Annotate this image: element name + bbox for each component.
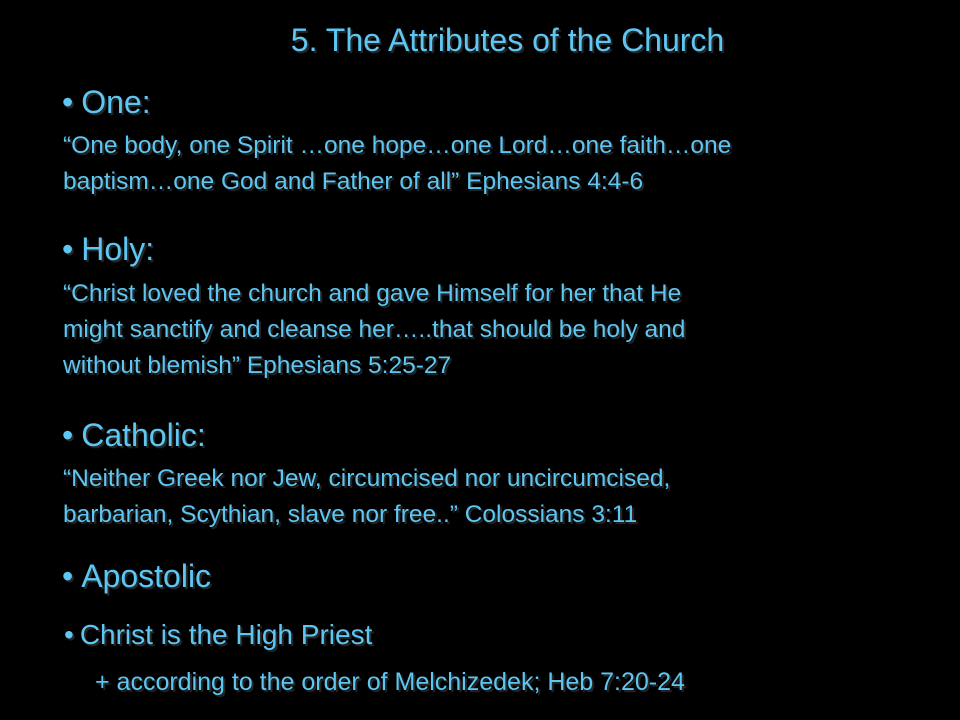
sub-sub-point: + according to the order of Melchizedek; Heb 7:20-24 [95, 668, 685, 696]
quote-one [63, 128, 953, 200]
heading-one-label: One: [81, 84, 151, 120]
sub-point-label: Christ is the High Priest [79, 619, 373, 650]
quote-line: “One body, one Spirit …one hope…one Lord…one faith…one [63, 132, 732, 159]
quote-line: “Christ loved the church and gave Himself for her that He [63, 280, 682, 307]
quote-line: barbarian, Scythian, slave nor free..” Colossians 3:11 [63, 501, 638, 528]
slide-title: 5. The Attributes of the Church [290, 22, 725, 58]
quote-line: without blemish” Ephesians 5:25-27 [63, 352, 452, 379]
heading-catholic [62, 416, 206, 454]
heading-catholic-label: Catholic: [81, 417, 206, 453]
bullet-icon: • [62, 84, 74, 120]
quote-line: “Neither Greek nor Jew, circumcised nor uncircumcised, [63, 465, 671, 492]
heading-one [62, 83, 151, 121]
heading-holy-label: Holy: [81, 231, 155, 267]
bullet-icon: • [62, 558, 74, 594]
quote-line: baptism…one God and Father of all” Ephesians 4:4-6 [63, 168, 644, 195]
sub-point [64, 618, 372, 652]
quote-catholic [63, 461, 953, 533]
quote-holy [63, 276, 953, 384]
heading-apostolic [62, 557, 211, 595]
bullet-icon: • [62, 417, 74, 453]
heading-holy [62, 230, 154, 268]
bullet-icon: • [62, 231, 74, 267]
bullet-icon: • [64, 619, 74, 650]
heading-apostolic-label: Apostolic [81, 558, 212, 594]
quote-line: might sanctify and cleanse her…..that should be holy and [63, 316, 686, 343]
